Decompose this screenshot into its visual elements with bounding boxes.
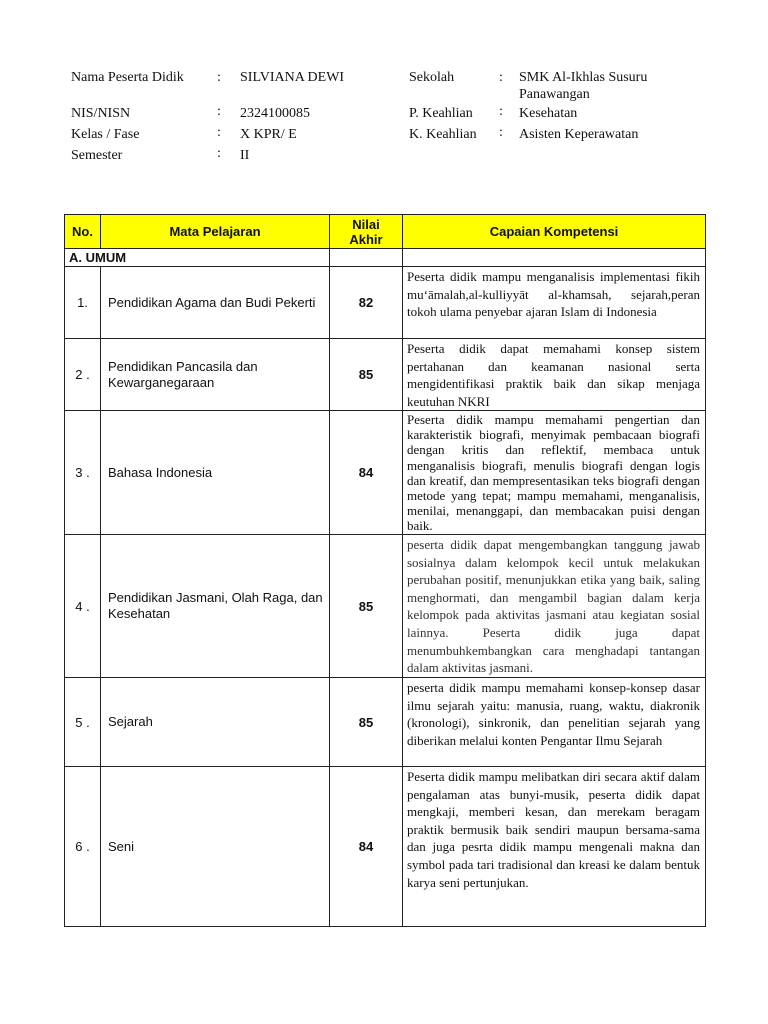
label-sekolah: Sekolah xyxy=(409,70,455,85)
column-header-mata-pelajaran: Mata Pelajaran xyxy=(101,215,330,249)
subject-name: Sejarah xyxy=(101,678,330,767)
section-label-umum: A. UMUM xyxy=(65,249,330,267)
table-row xyxy=(65,767,706,927)
row-number: 3 . xyxy=(65,411,101,535)
row-number: 5 . xyxy=(65,678,101,767)
empty-cell xyxy=(403,249,706,267)
colon: : xyxy=(217,104,221,119)
competency-description: peserta didik dapat mengembangkan tanggung jawab sosialnya dalam kelompok kecil untuk melakukan perubahan positif, menunjukkan etika yang baik, saling menghormati, dan mengambil bagian dalam kerja kelompok pada aktivitas jasmani atau kegiatan sosial lainnya. Peserta didik juga dapat menumbuhkembangkan cara menghadapi tantangan dalam aktivitas jasmani. xyxy=(403,535,706,678)
table-row xyxy=(65,535,706,678)
empty-cell xyxy=(330,249,403,267)
final-score: 85 xyxy=(330,678,403,767)
value-kelas-fase: X KPR/ E xyxy=(240,127,297,142)
competency-description: Peserta didik mampu memahami pengertian dan karakteristik biografi, menyimak pembacaan biografi dengan kritis dan reflektif, membaca untuk menganalisis biografi, menulis biografi dengan logis dan kreatif, dan mempresentasikan teks biografi dengan metode yang tepat; mampu memahami, menganalisis, menilai, menanggapi, dan membacakan puisi dengan baik. xyxy=(403,411,706,535)
final-score: 82 xyxy=(330,267,403,339)
subject-name: Pendidikan Jasmani, Olah Raga, dan Kesehatan xyxy=(101,535,330,678)
section-row-umum xyxy=(65,249,706,267)
table-row xyxy=(65,678,706,767)
table-row xyxy=(65,267,706,339)
competency-description: peserta didik mampu memahami konsep-konsep dasar ilmu sejarah yaitu: manusia, ruang, waktu, diakronik (kronologi), sinkronik, dan penelitian sejarah yang diberikan melalui konten Pengantar Ilmu Sejarah xyxy=(403,678,706,767)
column-header-no: No. xyxy=(65,215,101,249)
column-header-capaian-kompetensi: Capaian Kompetensi xyxy=(403,215,706,249)
label-konsentrasi-keahlian: K. Keahlian xyxy=(409,127,477,142)
competency-description: Peserta didik dapat memahami konsep sistem pertahanan dan keamanan nasional serta mengidentifikasi praktik baik dan sikap menjaga keutuhan NKRI xyxy=(403,339,706,411)
subject-name: Pendidikan Pancasila dan Kewarganegaraan xyxy=(101,339,330,411)
colon: : xyxy=(499,70,503,85)
row-number: 4 . xyxy=(65,535,101,678)
row-number: 6 . xyxy=(65,767,101,927)
final-score: 85 xyxy=(330,339,403,411)
label-kelas-fase: Kelas / Fase xyxy=(71,127,140,142)
table-row xyxy=(65,339,706,411)
label-nama-peserta-didik: Nama Peserta Didik xyxy=(71,70,184,85)
subject-name: Seni xyxy=(101,767,330,927)
colon: : xyxy=(217,125,221,140)
final-score: 84 xyxy=(330,767,403,927)
label-nis-nisn: NIS/NISN xyxy=(71,106,131,121)
competency-description: Peserta didik mampu menganalisis implementasi fikih mu‘āmalah,al-kulliyyāt al-khamsah, sejarah,peran tokoh ulama penyebar ajaran Islam di Indonesia xyxy=(403,267,706,339)
subject-name: Bahasa Indonesia xyxy=(101,411,330,535)
label-semester: Semester xyxy=(71,148,123,163)
table-row xyxy=(65,411,706,535)
row-number: 1. xyxy=(65,267,101,339)
colon: : xyxy=(217,146,221,161)
competency-description: Peserta didik mampu melibatkan diri secara aktif dalam pengalaman atas bunyi-musik, peserta didik dapat mengkaji, memberi kesan, dan merekam beragam praktik bermusik baik sendiri maupun bersama-sama dan juga pesrta didik mampu mengenali makna dan symbol pada tari tradisional dan kreasi ke dalam bentuk karya seni pertunjukan. xyxy=(403,767,706,927)
subject-name: Pendidikan Agama dan Budi Pekerti xyxy=(101,267,330,339)
value-sekolah: SMK Al-Ikhlas Susuru Panawangan xyxy=(519,70,648,102)
value-nis-nisn: 2324100085 xyxy=(240,106,310,121)
value-konsentrasi-keahlian: Asisten Keperawatan xyxy=(519,127,639,142)
final-score: 85 xyxy=(330,535,403,678)
value-program-keahlian: Kesehatan xyxy=(519,106,578,121)
table-header-row xyxy=(65,215,706,249)
value-semester: II xyxy=(240,148,250,163)
final-score: 84 xyxy=(330,411,403,535)
colon: : xyxy=(499,125,503,140)
label-program-keahlian: P. Keahlian xyxy=(409,106,473,121)
grades-table xyxy=(64,214,706,927)
colon: : xyxy=(499,104,503,119)
column-header-nilai-akhir: Nilai Akhir xyxy=(330,215,403,249)
row-number: 2 . xyxy=(65,339,101,411)
colon: : xyxy=(217,70,221,85)
value-nama-peserta-didik: SILVIANA DEWI xyxy=(240,70,345,85)
